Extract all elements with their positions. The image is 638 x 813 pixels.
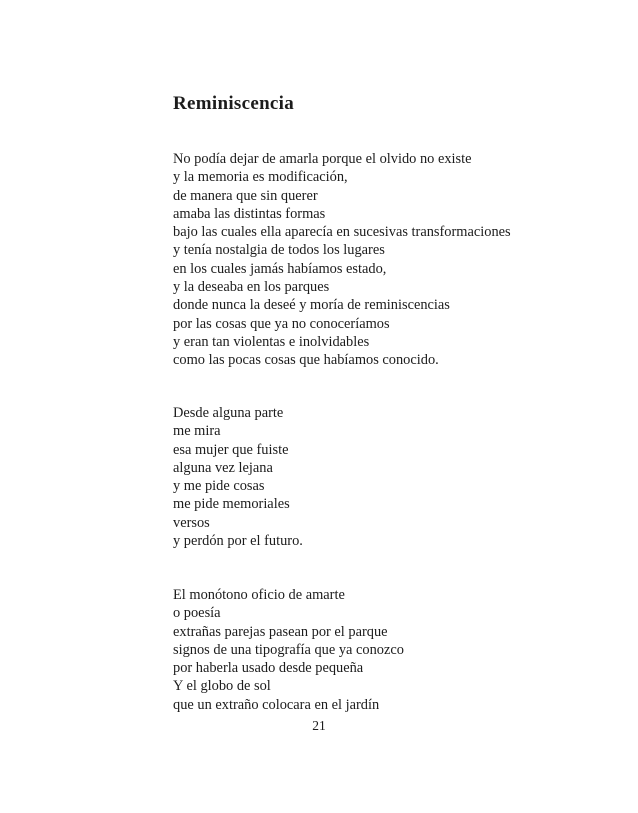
verse-line: o poesía	[173, 605, 221, 622]
verse-line: Y el globo de sol	[173, 678, 271, 695]
verse-line: Desde alguna parte	[173, 405, 284, 421]
verse-line: amaba las distintas formas	[173, 205, 326, 222]
page-number: 21	[312, 718, 326, 733]
verse-line: por las cosas que ya no conoceríamos	[173, 315, 390, 332]
verse-line: que un extraño colocara en el jardín	[173, 696, 380, 713]
verse-line: signos de una tipografía que ya conozco	[173, 641, 404, 658]
verse-line: y la deseaba en los parques	[173, 279, 330, 296]
verse-line: y tenía nostalgia de todos los lugares	[173, 242, 385, 259]
stanza-2	[173, 404, 303, 550]
verse-line: y eran tan violentas e inolvidables	[173, 333, 370, 350]
verse-line: en los cuales jamás habíamos estado,	[173, 260, 387, 277]
verse-line: de manera que sin querer	[173, 187, 318, 204]
verse-line: bajo las cuales ella aparecía en sucesivas transformaciones	[173, 224, 511, 241]
stanza-3	[173, 586, 404, 714]
stanza-1	[173, 150, 511, 370]
verse-line: y la memoria es modificación,	[173, 169, 348, 186]
verse-line: esa mujer que fuiste	[173, 441, 289, 458]
verse-line: No podía dejar de amarla porque el olvido no existe	[173, 151, 472, 167]
verse-line: versos	[173, 514, 210, 531]
verse-line: El monótono oficio de amarte	[173, 587, 345, 603]
verse-line: me pide memoriales	[173, 496, 290, 513]
verse-line: donde nunca la deseé y moría de reminiscencias	[173, 297, 450, 314]
verse-line: alguna vez lejana	[173, 459, 273, 476]
verse-line: extrañas parejas pasean por el parque	[173, 623, 388, 640]
poem-title: Reminiscencia	[173, 93, 295, 114]
verse-line: y perdón por el futuro.	[173, 533, 303, 550]
verse-line: me mira	[173, 423, 221, 440]
verse-line: por haberla usado desde pequeña	[173, 660, 364, 677]
verse-line: como las pocas cosas que habíamos conocido.	[173, 352, 439, 369]
verse-line: y me pide cosas	[173, 478, 265, 495]
